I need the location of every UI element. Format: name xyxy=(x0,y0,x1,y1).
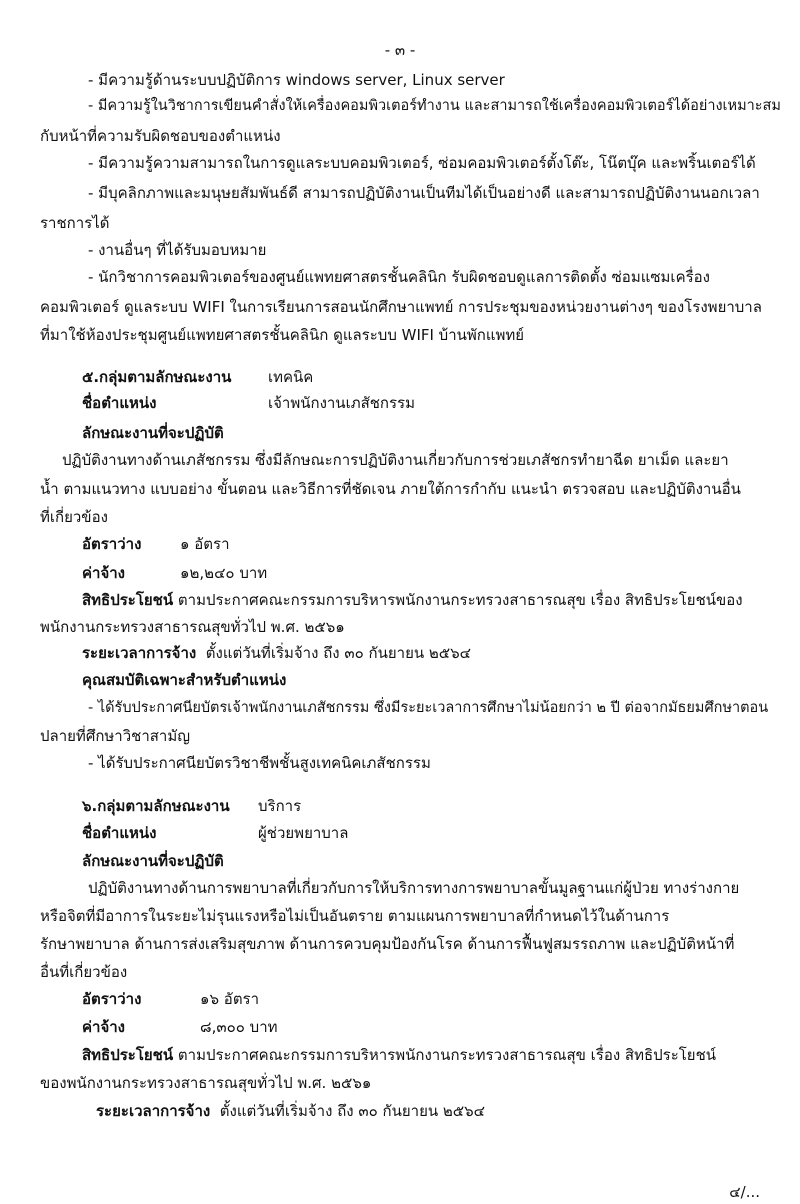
group5-period-value: ตั้งแต่วันที่เริ่มจ้าง ถึง ๓๐ กันยายน ๒๕๖๔ xyxy=(205,644,472,662)
group5-duty-line: น้ำ ตามแนวทาง แบบอย่าง ขั้นตอน และวิธีการที่ชัดเจน ภายใต้การกำกับ แนะนำ ตรวจสอบ และปฏิบัติงานอื่น xyxy=(40,480,741,498)
group6-duties-heading: ลักษณะงานที่จะปฏิบัติ xyxy=(82,852,224,870)
group6-position-label: ชื่อตำแหน่ง xyxy=(82,824,157,842)
group5-duty-line: ที่เกี่ยวข้อง xyxy=(40,508,108,526)
group5-duty-line: ปฏิบัติงานทางด้านเภสัชกรรม ซึ่งมีลักษณะการปฏิบัติงานเกี่ยวกับการช่วยเภสัชกรทำยาฉีด ยาเม็ด และยา xyxy=(62,451,729,469)
group5-value: เทคนิค xyxy=(268,368,314,386)
bullet-line: ที่มาใช้ห้องประชุมศูนย์แพทยศาสตรชั้นคลินิก ดูแลระบบ WIFI บ้านพักแพทย์ xyxy=(40,326,525,344)
group6-period-value: ตั้งแต่วันที่เริ่มจ้าง ถึง ๓๐ กันยายน ๒๕๖๔ xyxy=(219,1102,486,1120)
group6-duty-line: ปฏิบัติงานทางด้านการพยาบาลที่เกี่ยวกับการให้บริการทางการพยาบาลขั้นมูลฐานแก่ผู้ป่วย ทางร่างกาย xyxy=(88,879,740,897)
page-number: - ๓ - xyxy=(384,41,416,59)
group5-position-value: เจ้าพนักงานเภสัชกรรม xyxy=(268,394,415,412)
group5-wage-value: ๑๒,๒๔๐ บาท xyxy=(180,564,268,582)
group5-benefit xyxy=(82,590,743,610)
bullet-line: กับหน้าที่ความรับผิดชอบของตำแหน่ง xyxy=(40,127,281,145)
group6-position-value: ผู้ช่วยพยาบาล xyxy=(258,824,349,842)
group6-wage-value: ๘,๓๐๐ บาท xyxy=(200,1018,278,1036)
continuation-marker: ๔/... xyxy=(729,1183,760,1201)
group6-period-label: ระยะเวลาการจ้าง xyxy=(96,1102,211,1120)
group5-period-label: ระยะเวลาการจ้าง xyxy=(82,644,197,662)
group5-benefit-text: ตามประกาศคณะกรรมการบริหารพนักงานกระทรวงสาธารณสุข เรื่อง สิทธิประโยชน์ของ xyxy=(177,591,743,609)
group5-vacancy-label: อัตราว่าง xyxy=(82,535,142,553)
group5-wage-label: ค่าจ้าง xyxy=(82,564,125,582)
group5-qual-line: - ได้รับประกาศนียบัตรเจ้าพนักงานเภสัชกรรม ซึ่งมีระยะเวลาการศึกษาไม่น้อยกว่า ๒ ปี ต่อจากมัธยมศึกษาตอน xyxy=(88,700,769,716)
bullet-line: - มีบุคลิกภาพและมนุษยสัมพันธ์ดี สามารถปฏิบัติงานเป็นทีมได้เป็นอย่างดี และสามารถปฏิบัติงานนอกเวลา xyxy=(88,184,760,202)
bullet-line: คอมพิวเตอร์ ดูแลระบบ WIFI ในการเรียนการสอนนักศึกษาแพทย์ การประชุมของหน่วยงานต่างๆ ของโรงพยาบาล xyxy=(40,298,762,316)
group6-duty-line: รักษาพยาบาล ด้านการส่งเสริมสุขภาพ ด้านการควบคุมป้องกันโรค ด้านการฟื้นฟูสมรรถภาพ และปฏิบัติหน้าที่ xyxy=(40,935,735,953)
group5-position-label: ชื่อตำแหน่ง xyxy=(82,394,157,412)
bullet-line: ราชการได้ xyxy=(40,214,110,232)
group6-period xyxy=(96,1101,485,1121)
bullet-line: - มีความรู้ในวิชาการเขียนคำสั่งให้เครื่องคอมพิวเตอร์ทำงาน และสามารถใช้เครื่องคอมพิวเตอร์ได้อย่างเหมาะสม xyxy=(88,98,781,114)
group6-wage-label: ค่าจ้าง xyxy=(82,1018,125,1036)
group5-label: ๕.กลุ่มตามลักษณะงาน xyxy=(82,368,232,386)
group6-duty-line: อื่นที่เกี่ยวข้อง xyxy=(40,963,128,981)
bullet-line: - มีความรู้ด้านระบบปฏิบัติการ windows server, Linux server xyxy=(88,71,505,89)
group6-benefit-line2: ของพนักงานกระทรวงสาธารณสุขทั่วไป พ.ศ. ๒๕๖๑ xyxy=(40,1074,372,1092)
group5-duties-heading: ลักษณะงานที่จะปฏิบัติ xyxy=(82,424,224,442)
bullet-line: - นักวิชาการคอมพิวเตอร์ของศูนย์แพทยศาสตรชั้นคลินิก รับผิดชอบดูแลการติดตั้ง ซ่อมแซมเครื่อง xyxy=(88,268,710,286)
group5-period xyxy=(82,643,471,663)
group5-benefit-line2: พนักงานกระทรวงสาธารณสุขทั่วไป พ.ศ. ๒๕๖๑ xyxy=(40,618,345,636)
group5-qual-line: - ได้รับประกาศนียบัตรวิชาชีพชั้นสูงเทคนิคเภสัชกรรม xyxy=(88,754,431,772)
group6-vacancy-label: อัตราว่าง xyxy=(82,990,142,1008)
group6-label: ๖.กลุ่มตามลักษณะงาน xyxy=(82,797,230,815)
bullet-line: - งานอื่นๆ ที่ได้รับมอบหมาย xyxy=(88,241,267,259)
bullet-line: - มีความรู้ความสามารถในการดูแลระบบคอมพิวเตอร์, ซ่อมคอมพิวเตอร์ตั้งโต๊ะ, โน๊ตบุ๊ค และพริ้นเตอร์ได้ xyxy=(88,154,756,172)
group6-benefit-label: สิทธิประโยชน์ xyxy=(82,1046,174,1064)
group5-vacancy-value: ๑ อัตรา xyxy=(180,535,230,553)
group6-duty-line: หรือจิตที่มีอาการในระยะไม่รุนแรงหรือไม่เป็นอันตราย ตามแผนการพยาบาลที่กำหนดไว้ในด้านการ xyxy=(40,907,670,925)
group6-vacancy-value: ๑๖ อัตรา xyxy=(200,990,260,1008)
group5-qual-heading: คุณสมบัติเฉพาะสำหรับตำแหน่ง xyxy=(82,671,287,689)
group6-value: บริการ xyxy=(258,797,302,815)
group6-benefit xyxy=(82,1045,716,1065)
group5-qual-line: ปลายที่ศึกษาวิชาสามัญ xyxy=(40,727,190,745)
group5-benefit-label: สิทธิประโยชน์ xyxy=(82,591,174,609)
group6-benefit-text: ตามประกาศคณะกรรมการบริหารพนักงานกระทรวงสาธารณสุข เรื่อง สิทธิประโยชน์ xyxy=(177,1046,717,1064)
